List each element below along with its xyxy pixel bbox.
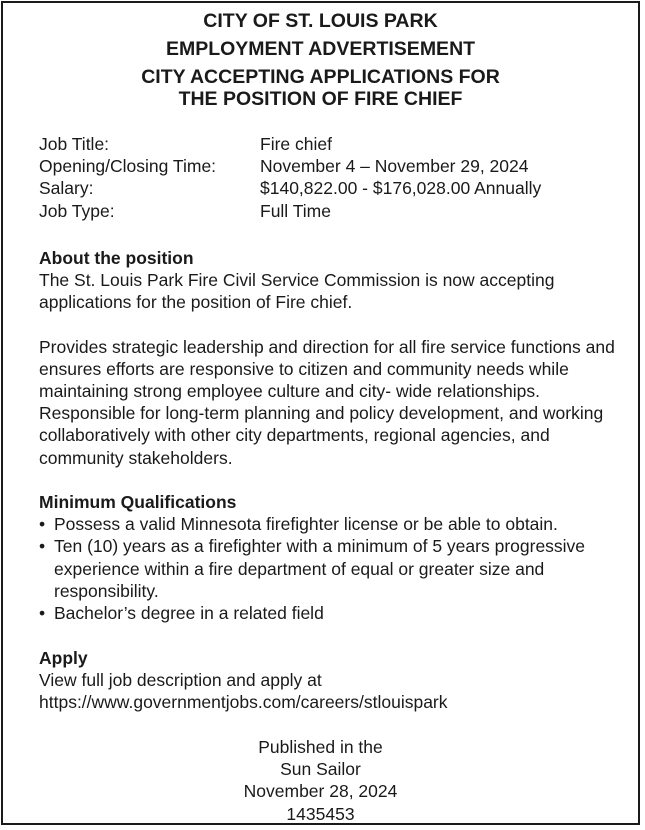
publication-date: November 28, 2024 xyxy=(243,781,398,802)
job-details xyxy=(39,133,541,222)
detail-row xyxy=(39,177,541,199)
apply-title: Apply xyxy=(39,648,88,668)
list-item: • Possess a valid Minnesota firefighter license or be able to obtain. xyxy=(39,513,634,535)
apply-text: View full job description and apply at xyxy=(39,670,322,691)
header-ad-type: EMPLOYMENT ADVERTISEMENT xyxy=(165,38,476,60)
detail-value: Full Time xyxy=(260,200,331,221)
list-item: • Ten (10) years as a firefighter with a minimum of 5 years progressive experience within a fire department of equal or greater size and responsibility. xyxy=(39,535,634,602)
ad-number: 1435453 xyxy=(286,803,355,824)
detail-value: November 4 – November 29, 2024 xyxy=(260,156,529,177)
detail-label: Opening/Closing Time: xyxy=(39,156,217,177)
advertisement-frame xyxy=(1,1,640,825)
published-in: Published in the xyxy=(258,737,383,757)
newspaper-name: Sun Sailor xyxy=(280,759,361,780)
detail-value: Fire chief xyxy=(260,134,332,154)
detail-label: Job Type: xyxy=(39,200,115,221)
apply-url: https://www.governmentjobs.com/careers/stlouispark xyxy=(39,692,448,713)
apply-section xyxy=(39,647,634,714)
publication-info xyxy=(3,736,638,825)
header-position-line1: CITY ACCEPTING APPLICATIONS FOR xyxy=(141,66,500,88)
header-city: CITY OF ST. LOUIS PARK xyxy=(203,10,438,32)
qualifications-list xyxy=(39,513,634,624)
header-position-line2: THE POSITION OF FIRE CHIEF xyxy=(178,88,463,110)
qualifications-title: Minimum Qualifications xyxy=(39,492,237,512)
list-item: • Bachelor’s degree in a related field xyxy=(39,602,634,624)
detail-label: Job Title: xyxy=(39,134,110,154)
about-paragraph-1: The St. Louis Park Fire Civil Service Commission is now accepting applications for the position of Fire chief. xyxy=(39,270,555,313)
detail-label: Salary: xyxy=(39,178,94,199)
detail-row xyxy=(39,200,541,222)
detail-value: $140,822.00 - $176,028.00 Annually xyxy=(260,178,542,199)
about-title: About the position xyxy=(39,248,194,268)
detail-row xyxy=(39,133,541,155)
about-section xyxy=(39,247,634,469)
header-position xyxy=(3,66,638,110)
detail-row xyxy=(39,155,541,177)
qualifications-section xyxy=(39,491,634,624)
about-paragraph-2: Provides strategic leadership and direction for all fire service functions and ensures efforts are responsive to citizen and community needs while maintaining strong employee culture and city- wide relationships. Responsible for long-term planning and policy development, and working collaboratively with other city departments, regional agencies, and community stakeholders. xyxy=(39,336,615,468)
